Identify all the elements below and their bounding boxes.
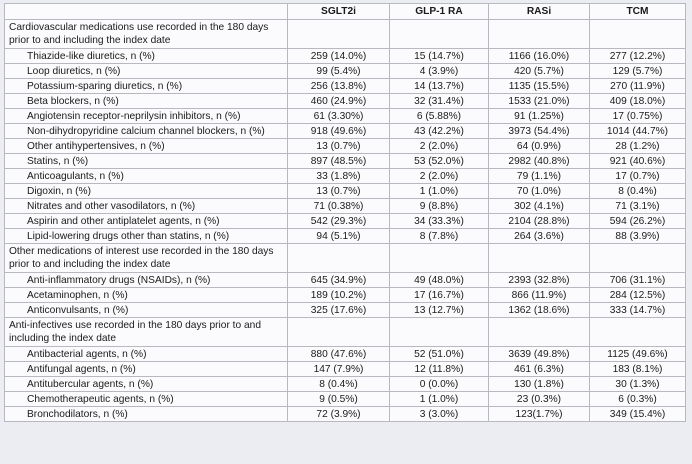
cell-rasi: 420 (5.7%) <box>489 64 590 79</box>
cell-glp1ra: 13 (12.7%) <box>390 303 489 318</box>
cell-glp1ra: 8 (7.8%) <box>390 229 489 244</box>
row-label: Other antihypertensives, n (%) <box>5 139 288 154</box>
section-empty-cell <box>288 318 390 347</box>
cell-sglt2i: 256 (13.8%) <box>288 79 390 94</box>
cell-glp1ra: 6 (5.88%) <box>390 109 489 124</box>
cell-rasi: 866 (11.9%) <box>489 288 590 303</box>
cell-sglt2i: 61 (3.30%) <box>288 109 390 124</box>
section-empty-cell <box>489 20 590 49</box>
section-title: Other medications of interest use recorded in the 180 days prior to and including the index date <box>5 244 288 273</box>
row-label: Lipid-lowering drugs other than statins, n (%) <box>5 229 288 244</box>
row-label: Antibacterial agents, n (%) <box>5 347 288 362</box>
cell-sglt2i: 13 (0.7%) <box>288 184 390 199</box>
cell-sglt2i: 460 (24.9%) <box>288 94 390 109</box>
cell-glp1ra: 1 (1.0%) <box>390 184 489 199</box>
cell-tcm: 6 (0.3%) <box>590 392 686 407</box>
header-cell-sglt2i: SGLT2i <box>288 4 390 20</box>
table-row <box>5 392 686 407</box>
cell-glp1ra: 14 (13.7%) <box>390 79 489 94</box>
section-header-row <box>5 318 686 347</box>
section-empty-cell <box>390 318 489 347</box>
cell-glp1ra: 4 (3.9%) <box>390 64 489 79</box>
cell-tcm: 1014 (44.7%) <box>590 124 686 139</box>
table-row <box>5 64 686 79</box>
row-label: Aspirin and other antiplatelet agents, n (%) <box>5 214 288 229</box>
row-label: Potassium-sparing diuretics, n (%) <box>5 79 288 94</box>
cell-rasi: 23 (0.3%) <box>489 392 590 407</box>
section-empty-cell <box>590 20 686 49</box>
section-empty-cell <box>390 20 489 49</box>
cell-sglt2i: 880 (47.6%) <box>288 347 390 362</box>
cell-sglt2i: 645 (34.9%) <box>288 273 390 288</box>
cell-tcm: 284 (12.5%) <box>590 288 686 303</box>
table-row <box>5 347 686 362</box>
table-row <box>5 154 686 169</box>
cell-rasi: 130 (1.8%) <box>489 377 590 392</box>
table-row <box>5 288 686 303</box>
cell-tcm: 8 (0.4%) <box>590 184 686 199</box>
row-label: Acetaminophen, n (%) <box>5 288 288 303</box>
section-empty-cell <box>590 318 686 347</box>
cell-rasi: 461 (6.3%) <box>489 362 590 377</box>
header-row <box>5 4 686 20</box>
cell-sglt2i: 71 (0.38%) <box>288 199 390 214</box>
header-cell-glp1ra: GLP-1 RA <box>390 4 489 20</box>
row-label: Digoxin, n (%) <box>5 184 288 199</box>
cell-rasi: 1362 (18.6%) <box>489 303 590 318</box>
cell-sglt2i: 72 (3.9%) <box>288 407 390 422</box>
cell-sglt2i: 259 (14.0%) <box>288 49 390 64</box>
cell-tcm: 409 (18.0%) <box>590 94 686 109</box>
row-label: Anti-inflammatory drugs (NSAIDs), n (%) <box>5 273 288 288</box>
cell-glp1ra: 3 (3.0%) <box>390 407 489 422</box>
medication-use-table <box>4 3 686 422</box>
row-label: Non-dihydropyridine calcium channel blockers, n (%) <box>5 124 288 139</box>
cell-glp1ra: 15 (14.7%) <box>390 49 489 64</box>
cell-glp1ra: 2 (2.0%) <box>390 169 489 184</box>
row-label: Thiazide-like diuretics, n (%) <box>5 49 288 64</box>
cell-tcm: 71 (3.1%) <box>590 199 686 214</box>
cell-tcm: 129 (5.7%) <box>590 64 686 79</box>
cell-rasi: 123(1.7%) <box>489 407 590 422</box>
cell-tcm: 28 (1.2%) <box>590 139 686 154</box>
row-label: Chemotherapeutic agents, n (%) <box>5 392 288 407</box>
cell-glp1ra: 53 (52.0%) <box>390 154 489 169</box>
cell-glp1ra: 43 (42.2%) <box>390 124 489 139</box>
cell-tcm: 706 (31.1%) <box>590 273 686 288</box>
cell-rasi: 1166 (16.0%) <box>489 49 590 64</box>
table-row <box>5 407 686 422</box>
section-header-row <box>5 20 686 49</box>
header-cell-tcm: TCM <box>590 4 686 20</box>
header-cell-rasi: RASi <box>489 4 590 20</box>
cell-sglt2i: 13 (0.7%) <box>288 139 390 154</box>
cell-sglt2i: 33 (1.8%) <box>288 169 390 184</box>
table-row <box>5 124 686 139</box>
table-row <box>5 362 686 377</box>
table-row <box>5 169 686 184</box>
table-row <box>5 273 686 288</box>
section-empty-cell <box>590 244 686 273</box>
cell-tcm: 270 (11.9%) <box>590 79 686 94</box>
cell-sglt2i: 542 (29.3%) <box>288 214 390 229</box>
cell-glp1ra: 12 (11.8%) <box>390 362 489 377</box>
cell-tcm: 277 (12.2%) <box>590 49 686 64</box>
cell-tcm: 183 (8.1%) <box>590 362 686 377</box>
section-empty-cell <box>489 318 590 347</box>
cell-rasi: 264 (3.6%) <box>489 229 590 244</box>
cell-tcm: 333 (14.7%) <box>590 303 686 318</box>
cell-glp1ra: 52 (51.0%) <box>390 347 489 362</box>
table-body <box>5 20 686 422</box>
section-title: Cardiovascular medications use recorded in the 180 days prior to and including the index date <box>5 20 288 49</box>
row-label: Antitubercular agents, n (%) <box>5 377 288 392</box>
section-header-row <box>5 244 686 273</box>
cell-glp1ra: 9 (8.8%) <box>390 199 489 214</box>
row-label: Loop diuretics, n (%) <box>5 64 288 79</box>
header-cell-label <box>5 4 288 20</box>
cell-rasi: 1135 (15.5%) <box>489 79 590 94</box>
cell-sglt2i: 9 (0.5%) <box>288 392 390 407</box>
table-row <box>5 184 686 199</box>
cell-glp1ra: 34 (33.3%) <box>390 214 489 229</box>
table-row <box>5 94 686 109</box>
cell-glp1ra: 2 (2.0%) <box>390 139 489 154</box>
cell-sglt2i: 94 (5.1%) <box>288 229 390 244</box>
section-empty-cell <box>390 244 489 273</box>
table-row <box>5 214 686 229</box>
cell-glp1ra: 49 (48.0%) <box>390 273 489 288</box>
cell-tcm: 17 (0.75%) <box>590 109 686 124</box>
table-row <box>5 199 686 214</box>
cell-glp1ra: 32 (31.4%) <box>390 94 489 109</box>
table-row <box>5 79 686 94</box>
table-row <box>5 49 686 64</box>
table-row <box>5 139 686 154</box>
cell-sglt2i: 897 (48.5%) <box>288 154 390 169</box>
cell-rasi: 3973 (54.4%) <box>489 124 590 139</box>
cell-tcm: 17 (0.7%) <box>590 169 686 184</box>
cell-rasi: 2104 (28.8%) <box>489 214 590 229</box>
section-empty-cell <box>489 244 590 273</box>
cell-rasi: 3639 (49.8%) <box>489 347 590 362</box>
cell-rasi: 70 (1.0%) <box>489 184 590 199</box>
table-row <box>5 377 686 392</box>
table-header <box>5 4 686 20</box>
cell-glp1ra: 1 (1.0%) <box>390 392 489 407</box>
section-empty-cell <box>288 20 390 49</box>
cell-glp1ra: 17 (16.7%) <box>390 288 489 303</box>
cell-sglt2i: 99 (5.4%) <box>288 64 390 79</box>
cell-tcm: 921 (40.6%) <box>590 154 686 169</box>
cell-tcm: 349 (15.4%) <box>590 407 686 422</box>
row-label: Angiotensin receptor-neprilysin inhibitors, n (%) <box>5 109 288 124</box>
table-row <box>5 109 686 124</box>
cell-sglt2i: 189 (10.2%) <box>288 288 390 303</box>
cell-sglt2i: 918 (49.6%) <box>288 124 390 139</box>
cell-rasi: 91 (1.25%) <box>489 109 590 124</box>
row-label: Bronchodilators, n (%) <box>5 407 288 422</box>
row-label: Nitrates and other vasodilators, n (%) <box>5 199 288 214</box>
cell-sglt2i: 325 (17.6%) <box>288 303 390 318</box>
cell-rasi: 64 (0.9%) <box>489 139 590 154</box>
cell-glp1ra: 0 (0.0%) <box>390 377 489 392</box>
cell-tcm: 88 (3.9%) <box>590 229 686 244</box>
row-label: Statins, n (%) <box>5 154 288 169</box>
cell-tcm: 594 (26.2%) <box>590 214 686 229</box>
table-row <box>5 229 686 244</box>
cell-rasi: 79 (1.1%) <box>489 169 590 184</box>
cell-sglt2i: 147 (7.9%) <box>288 362 390 377</box>
cell-rasi: 2982 (40.8%) <box>489 154 590 169</box>
section-empty-cell <box>288 244 390 273</box>
cell-tcm: 1125 (49.6%) <box>590 347 686 362</box>
section-title: Anti-infectives use recorded in the 180 days prior to and including the index date <box>5 318 288 347</box>
table-row <box>5 303 686 318</box>
row-label: Antifungal agents, n (%) <box>5 362 288 377</box>
row-label: Anticoagulants, n (%) <box>5 169 288 184</box>
cell-sglt2i: 8 (0.4%) <box>288 377 390 392</box>
cell-rasi: 1533 (21.0%) <box>489 94 590 109</box>
row-label: Anticonvulsants, n (%) <box>5 303 288 318</box>
cell-rasi: 2393 (32.8%) <box>489 273 590 288</box>
cell-rasi: 302 (4.1%) <box>489 199 590 214</box>
row-label: Beta blockers, n (%) <box>5 94 288 109</box>
cell-tcm: 30 (1.3%) <box>590 377 686 392</box>
